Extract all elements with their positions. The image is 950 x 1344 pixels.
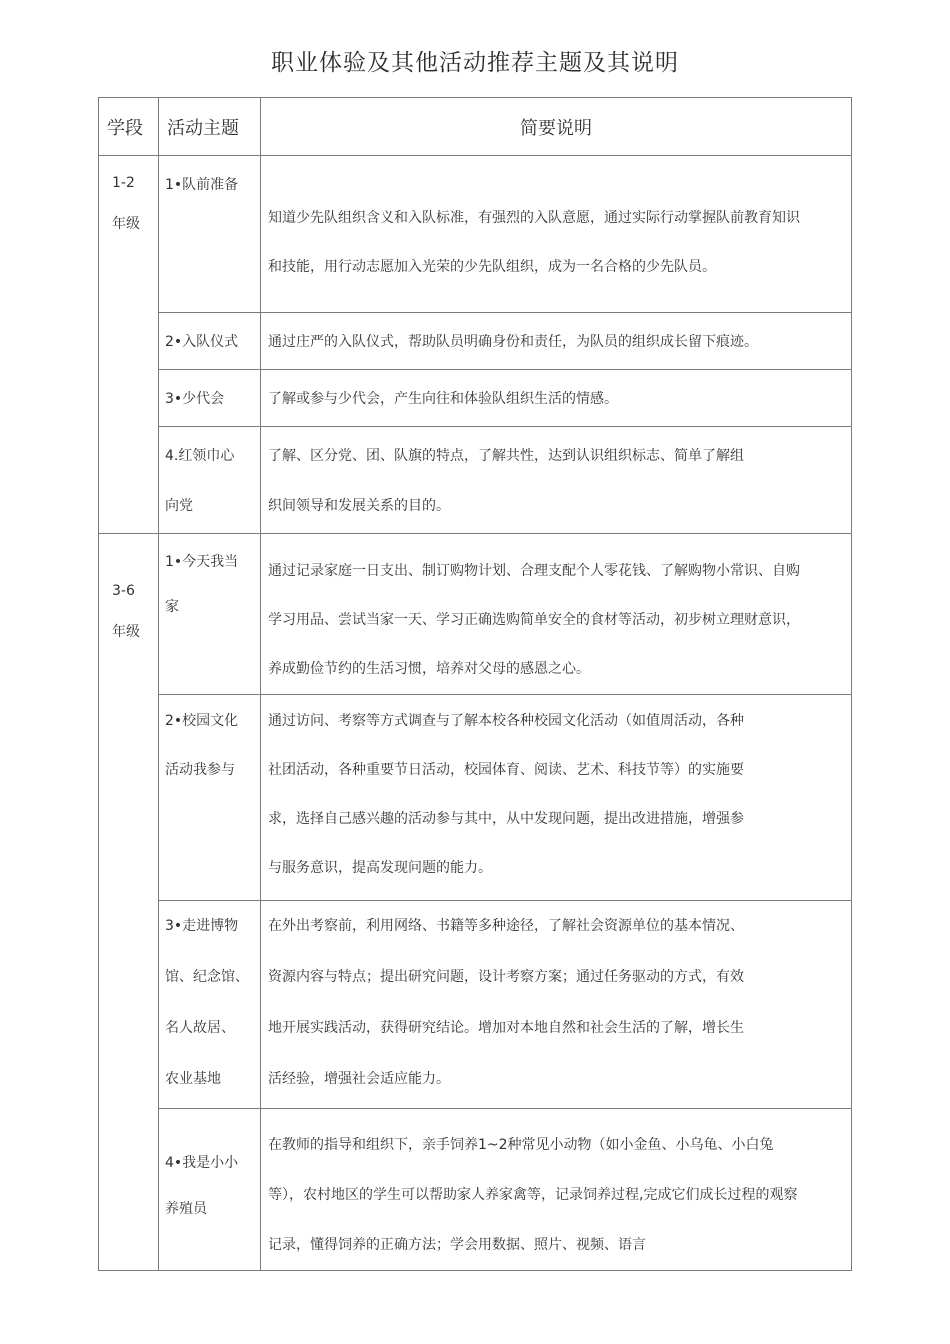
description-line: 社团活动，各种重要节日活动，校园体育、阅读、艺术、科技节等）的实施要: [268, 762, 744, 778]
description-cell: [261, 695, 852, 901]
description-cell: [261, 534, 852, 695]
header-stage: 学段: [99, 98, 159, 156]
table-row: [99, 695, 852, 901]
page-title: 职业体验及其他活动推荐主题及其说明: [271, 50, 679, 76]
topic-cell: [159, 313, 261, 370]
description-cell: [261, 427, 852, 534]
table-row: [99, 1109, 852, 1271]
description-line: 活经验，增强社会适应能力。: [268, 1071, 450, 1087]
topic-line: 活动我参与: [165, 762, 235, 778]
description-line: 记录，懂得饲养的正确方法；学会用数据、照片、视频、语言: [268, 1237, 646, 1253]
stage-cell-1-2: [99, 156, 159, 534]
description-cell: [261, 901, 852, 1109]
description-line: 地开展实践活动，获得研究结论。增加对本地自然和社会生活的了解，增长生: [268, 1020, 744, 1036]
topic-line: 2•入队仪式: [165, 334, 239, 350]
table-row: [99, 313, 852, 370]
description-cell: [261, 370, 852, 427]
table-row: [99, 534, 852, 695]
topic-line: 馆、纪念馆、: [165, 969, 249, 985]
stage-cell-3-6: [99, 534, 159, 1271]
topic-line: 名人故居、: [165, 1020, 235, 1036]
description-line: 与服务意识，提高发现问题的能力。: [268, 860, 492, 876]
topic-line: 3•少代会: [165, 391, 225, 407]
description-line: 学习用品、尝试当家一天、学习正确选购简单安全的食材等活动，初步树立理财意识，: [268, 612, 800, 628]
description-line: 资源内容与特点；提出研究问题，设计考察方案；通过任务驱动的方式，有效: [268, 969, 744, 985]
description-line: 通过记录家庭一日支出、制订购物计划、合理支配个人零花钱、了解购物小常识、自购: [268, 563, 800, 579]
topic-cell: [159, 1109, 261, 1271]
topic-line: 农业基地: [165, 1071, 221, 1087]
topic-line: 1•队前准备: [165, 177, 239, 193]
topic-line: 2•校园文化: [165, 713, 239, 729]
table-row: [99, 901, 852, 1109]
topic-cell: [159, 695, 261, 901]
topic-cell: [159, 370, 261, 427]
stage-line: 3-6: [112, 583, 135, 599]
topic-line: 4•我是小小: [165, 1155, 239, 1171]
topic-cell: [159, 901, 261, 1109]
topic-cell: [159, 534, 261, 695]
stage-line: 1-2: [112, 175, 135, 191]
table-row: [99, 427, 852, 534]
topic-cell: [159, 156, 261, 313]
topic-line: 向党: [165, 498, 193, 514]
activity-table: [98, 97, 852, 1271]
header-description: 简要说明: [261, 98, 852, 156]
description-line: 求，选择自己感兴趣的活动参与其中，从中发现问题，提出改进措施，增强参: [268, 811, 744, 827]
description-line: 了解或参与少代会，产生向往和体验队组织生活的情感。: [268, 391, 618, 407]
description-line: 在教师的指导和组织下，亲手饲养1~2种常见小动物（如小金鱼、小乌龟、小白兔: [268, 1137, 774, 1153]
description-cell: [261, 1109, 852, 1271]
table-row: [99, 156, 852, 313]
topic-line: 1•今天我当: [165, 554, 239, 570]
topic-line: 3•走进博物: [165, 918, 239, 934]
table-row: [99, 370, 852, 427]
topic-line: 4.红领巾心: [165, 448, 235, 464]
description-cell: [261, 313, 852, 370]
topic-line: 家: [165, 599, 179, 615]
description-line: 等），农村地区的学生可以帮助家人养家禽等，记录饲养过程,完成它们成长过程的观察: [268, 1187, 798, 1203]
description-line: 养成勤俭节约的生活习惯，培养对父母的感恩之心。: [268, 661, 590, 677]
stage-line: 年级: [112, 216, 140, 232]
description-line: 在外出考察前，利用网络、书籍等多种途径，了解社会资源单位的基本情况、: [268, 918, 744, 934]
table-header-row: [99, 98, 852, 156]
description-line: 通过庄严的入队仪式，帮助队员明确身份和责任，为队员的组织成长留下痕迹。: [268, 334, 758, 350]
description-line: 知道少先队组织含义和入队标准，有强烈的入队意愿，通过实际行动掌握队前教育知识: [268, 210, 800, 226]
header-topic: 活动主题: [159, 98, 261, 156]
topic-cell: [159, 427, 261, 534]
description-line: 通过访问、考察等方式调查与了解本校各种校园文化活动（如值周活动，各种: [268, 713, 744, 729]
description-line: 和技能，用行动志愿加入光荣的少先队组织，成为一名合格的少先队员。: [268, 259, 716, 275]
description-line: 了解、区分党、团、队旗的特点，了解共性，达到认识组织标志、简单了解组: [268, 448, 744, 464]
description-cell: [261, 156, 852, 313]
stage-line: 年级: [112, 624, 140, 640]
description-line: 织间领导和发展关系的目的。: [268, 498, 450, 514]
topic-line: 养殖员: [165, 1201, 207, 1217]
